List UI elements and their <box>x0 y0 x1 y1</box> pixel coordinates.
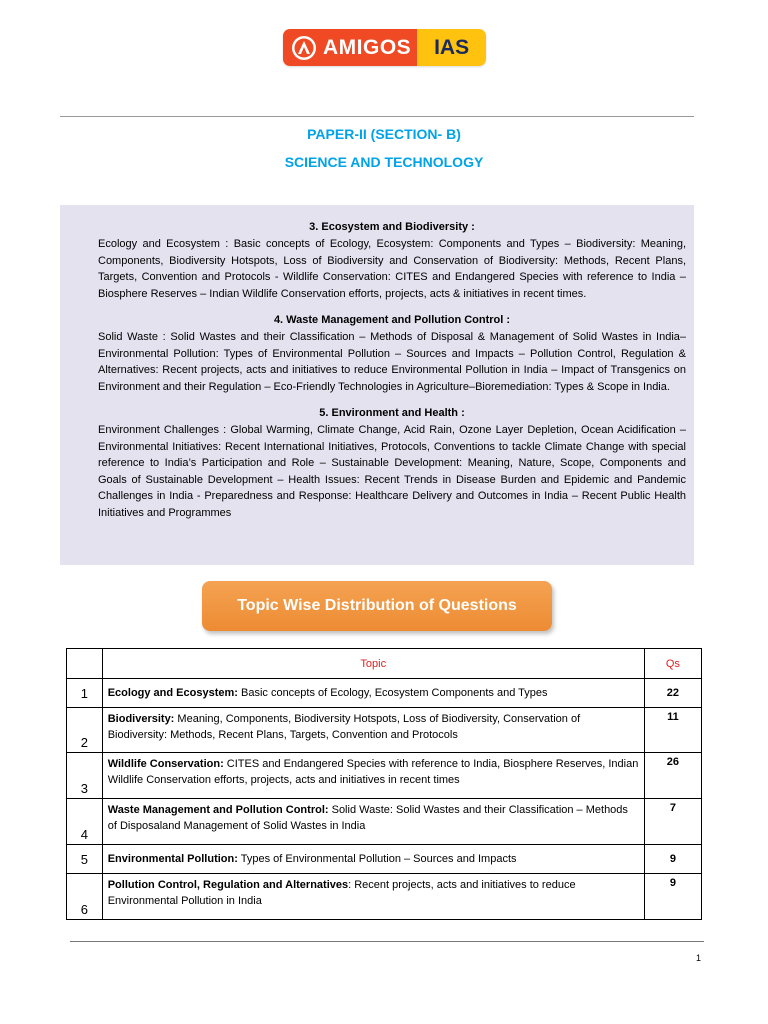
row-qs: 11 <box>644 708 701 753</box>
table-row <box>67 845 702 874</box>
amigos-ias-logo <box>283 29 486 66</box>
syllabus-section <box>98 221 686 302</box>
row-topic <box>102 679 644 708</box>
row-topic-text: : Recent projects, acts and initiatives to reduce Environmental Pollution in India <box>107 879 576 907</box>
row-number: 6 <box>67 874 103 920</box>
page-number: 1 <box>696 953 702 963</box>
header-num-cell <box>67 649 103 679</box>
section-body: Environment Challenges : Global Warming, Climate Change, Acid Rain, Ozone Layer Depletion, Ocean Acidification – Environmental Initiatives: Recent International Initiatives, Protocols, Conventions to tackle Climate Change with special reference to India’s Participation and Role – Sustainable Development: Meaning, Nature, Scope, Components and Goals of Sustainable Development – Health Issues: Recent Trends in Disease Burden and Epidemic and Pandemic Challenges in India - Preparedness and Response: Healthcare Delivery and Outcomes in India – Recent Public Health Initiatives and Programmes <box>98 424 686 519</box>
row-number: 1 <box>67 679 103 708</box>
table-header-row <box>67 649 702 679</box>
section-heading: 3. Ecosystem and Biodiversity : <box>309 221 475 233</box>
row-number: 2 <box>67 708 103 753</box>
logo-name: AMIGOS <box>323 35 412 59</box>
subject-title: SCIENCE AND TECHNOLOGY <box>284 154 484 170</box>
row-topic-bold: Wildlife Conservation: <box>107 758 224 770</box>
row-topic-text: Basic concepts of Ecology, Ecosystem Components and Types <box>237 687 548 699</box>
row-number: 4 <box>67 799 103 845</box>
row-topic <box>102 845 644 874</box>
table-row <box>67 753 702 799</box>
syllabus-box <box>60 205 694 565</box>
section-body: Solid Waste : Solid Wastes and their Classification – Methods of Disposal & Management of Solid Wastes in India– Environmental Pollution: Types of Environmental Pollution – Sources and Impacts – Pollution Control, Regulation & Alternatives: Recent projects, acts and initiatives to reduce Environmental Pollution in India – Impact of Transgenics on Environment and their Regulation – Eco-Friendly Technologies in Agriculture–Bioremediation: Types & Scope in India. <box>98 331 686 393</box>
row-topic <box>102 799 644 845</box>
row-number: 3 <box>67 753 103 799</box>
header-divider <box>60 116 694 117</box>
footer-divider <box>70 941 704 942</box>
row-topic <box>102 874 644 920</box>
row-qs: 7 <box>644 799 701 845</box>
syllabus-section <box>98 407 686 521</box>
row-qs: 9 <box>644 874 701 920</box>
paper-title: PAPER-II (SECTION- B) <box>307 126 461 142</box>
logo-suffix: IAS <box>417 29 486 66</box>
row-topic <box>102 708 644 753</box>
banner-wrap <box>202 581 554 635</box>
header-topic: Topic <box>102 649 644 679</box>
section-banner: Topic Wise Distribution of Questions <box>202 581 552 631</box>
row-topic-bold: Pollution Control, Regulation and Alternatives <box>107 879 349 891</box>
row-topic-bold: Environmental Pollution: <box>107 853 238 865</box>
row-topic-bold: Ecology and Ecosystem: <box>107 687 238 699</box>
table-row <box>67 679 702 708</box>
header-qs: Qs <box>644 649 701 679</box>
section-heading: 4. Waste Management and Pollution Control : <box>273 314 511 326</box>
row-qs: 9 <box>644 845 701 874</box>
table-row <box>67 799 702 845</box>
row-topic-text: Types of Environmental Pollution – Sources and Impacts <box>237 853 517 865</box>
row-topic <box>102 753 644 799</box>
row-topic-text: CITES and Endangered Species with reference to India, Biosphere Reserves, Indian Wildlife Conservation efforts, projects, acts and initiatives in recent times <box>107 758 639 786</box>
logo-emblem-icon <box>291 35 317 61</box>
row-topic-bold: Waste Management and Pollution Control: <box>107 804 329 816</box>
syllabus-section <box>98 314 686 395</box>
row-topic-text: Solid Waste: Solid Wastes and their Classification – Methods of Disposaland Management of Solid Wastes in India <box>107 804 628 832</box>
row-qs: 26 <box>644 753 701 799</box>
section-body: Ecology and Ecosystem : Basic concepts of Ecology, Ecosystem: Components and Types – Biodiversity: Meaning, Components, Biodiversity Hotspots, Loss of Biodiversity and Conservation of Biodiversity: Methods, Recent Plans, Targets, Convention and Protocols - Wildlife Conservation: CITES and Endangered Species with reference to India – Biosphere Reserves – Indian Wildlife Conservation efforts, projects, acts & initiatives in recent times. <box>98 238 686 300</box>
section-heading: 5. Environment and Health : <box>319 407 465 419</box>
row-number: 5 <box>67 845 103 874</box>
table-row <box>67 708 702 753</box>
question-distribution-table <box>66 648 702 920</box>
logo-main <box>283 29 417 66</box>
row-qs: 22 <box>644 679 701 708</box>
table-row <box>67 874 702 920</box>
row-topic-bold: Biodiversity: <box>107 713 175 725</box>
row-topic-text: Meaning, Components, Biodiversity Hotspots, Loss of Biodiversity, Conservation of Biodiversity: Methods, Recent Plans, Targets, Convention and Protocols <box>107 713 581 741</box>
